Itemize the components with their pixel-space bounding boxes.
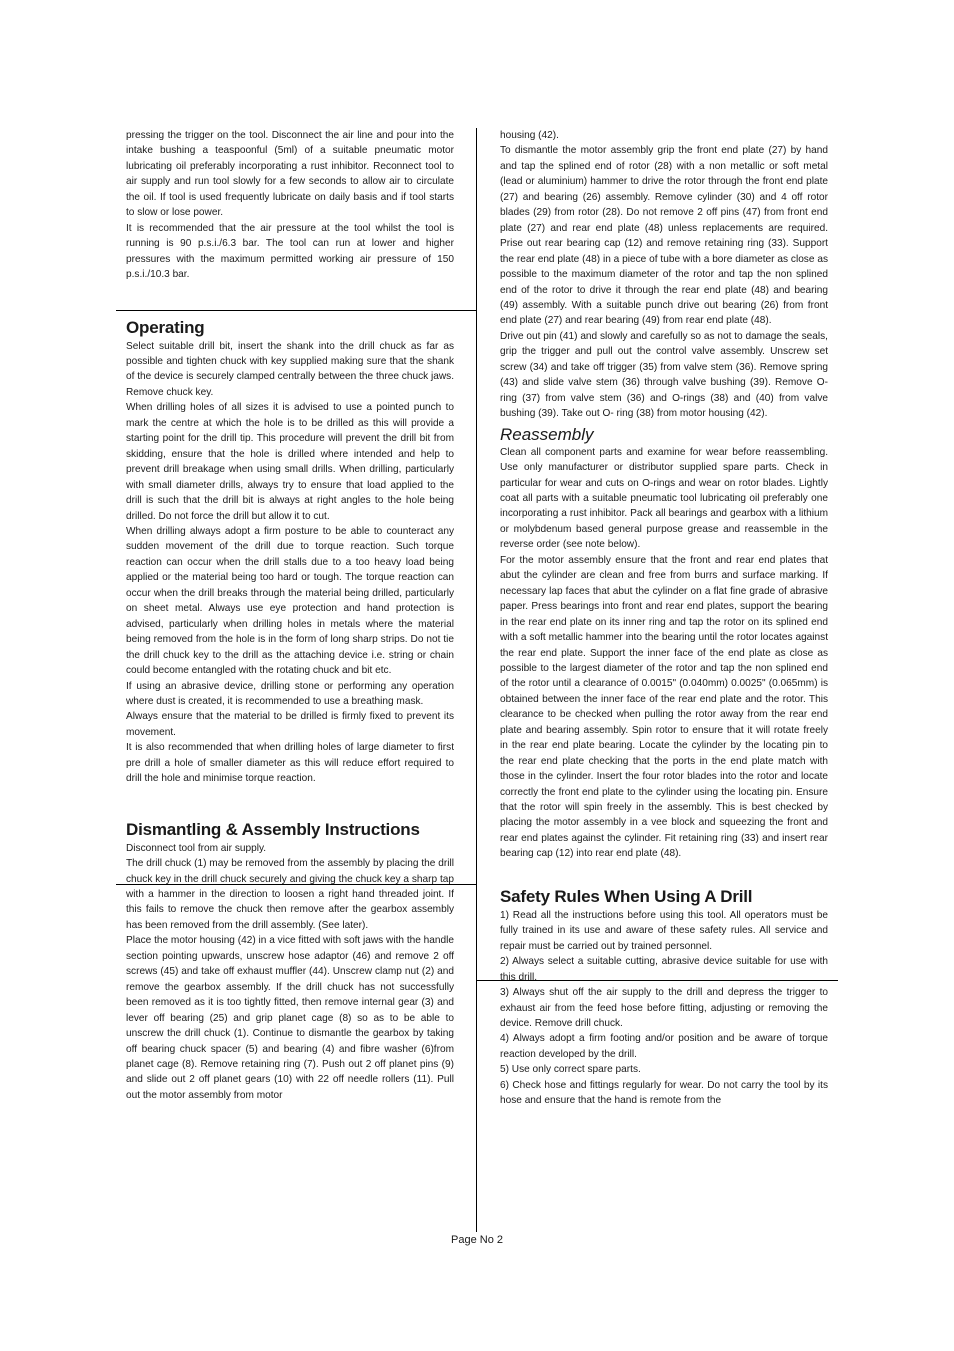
dismantling-paragraph: Disconnect tool from air supply. <box>126 842 267 854</box>
reassembly-paragraph: Clean all component parts and examine for wear before reassembling. Use only manufacturer or distributor supplied spare parts. Check in particular for wear and cuts on O-rings and wear on rotor blades. Lightly coat all parts with a suitable pneumatic tool lubricating oil preferably one incorporating a rust inhibitor. Pack all bearings and gearbox with a lithium or molybdenum based general purpose grease and reassemble in the reverse order (see note below). <box>500 446 828 551</box>
safety-heading: Safety Rules When Using A Drill <box>500 886 753 906</box>
dismantling-paragraph: The drill chuck (1) may be removed from the assembly by placing the drill chuck key in the drill chuck securely and giving the chuck key a sharp tap with a hammer in the direction to loosen a right hand threaded joint. If this fails to remove the chuck then remove after the gearbox assembly has been removed from the drill assembly. (See later). <box>126 858 454 931</box>
safety-rule: 6) Check hose and fittings regularly for wear. Do not carry the tool by its hose and ensure that the hand is remote from the <box>500 1079 828 1107</box>
dismantling-paragraph: Drive out pin (41) and slowly and carefully so as not to damage the seals, grip the trigger and pull out the control valve assembly. Unscrew set screw (34) and take off trigger (35) from valve stem (36). Remove spring (43) and slide valve stem (36) through valve bushing (39). Remove O-ring (37) from valve stem (36) and O-rings (38) and (40) from valve bushing (39). Take out O- ring (38) from motor housing (42). <box>500 330 828 420</box>
operating-section <box>126 317 454 787</box>
dismantling-paragraph: To dismantle the motor assembly grip the front end plate (27) by hand and tap the splined end of rotor (28) with a non metallic or soft metal (lead or aluminium) hammer to drive the rotor through the front end plate (27) and bearing (26) assembly. Remove cylinder (30) and 4 off rotor blades (29) from rotor (28). Do not remove 2 off pins (47) from front end plate (27) and rear end plate (48) unless replacements are required. Prise out rear bearing cap (12) and remove retaining ring (33). Support the rear end plate (48) in a piece of tube with a bore diameter as close as possible to the maximum diameter of the rotor and tap the non splined end of the rotor to drive it through the rear end plate (48) and bearing (49) assembly. With a suitable punch drive out bearing (26) from front end plate (27) and rear bearing (49) from rear end plate (48). <box>500 145 828 327</box>
operating-paragraph: When drilling always adopt a firm posture to be able to counteract any sudden movement of the drill due to torque reaction. Such torque reaction can occur when the drill stalls due to a too heavy load being applied or the material being too hard or tough. The torque reaction can occur when the drill breaks through the material being drilled, particularly on sheet metal. Always use eye protection and hand protection is advised, particularly when drilling holes in metals where the material being removed from the hole is in the form of long sharp strips. Do not tie the drill chuck key to the drill as the attaching device i.e. string or chain could become entangled with the rotating chuck and bit etc. <box>126 525 454 677</box>
dismantling-paragraph: housing (42). <box>500 130 559 141</box>
operating-paragraph: It is also recommended that when drilling holes of large diameter to first pre drill a hole of smaller diameter as this will reduce effort required to drill the hole and minimise torque reaction. <box>126 742 454 785</box>
safety-rule: 1) Read all the instructions before using this tool. All operators must be fully trained in its use and aware of these safety rules. All service and repair must be carried out by trained personnel. <box>500 909 828 952</box>
safety-section <box>500 886 828 1109</box>
section-divider-operating <box>116 310 476 311</box>
reassembly-paragraph: For the motor assembly ensure that the front and rear end plates that abut the cylinder are clean and free from burrs and surface marking. If necessary lap faces that abut the cylinder on a flat fine grade of abrasive paper. Press bearings into front and rear end plates, support the bearing in the rear end plate on its inner ring and tap the rotor on its splined end with a soft metallic hammer into the bearing until the rotor locates against the rear end plate. Support the inner face of the end plate as close as possible to the largest diameter of the rotor and tap the non splined end of the rotor until a clearance of 0.0015" (0.040mm) 0.0025" (0.065mm) is obtained between the inner face of the rear end plate and the rotor. This clearance to be checked when pulling the rotor away from the rear end plate and bearing assembly. Spin rotor to ensure that it will rotate freely in the rear end plate bearing. Locate the cylinder by the locating pin to the rear end plate checking that the ports in the end plate match with those in the cylinder. Insert the four rotor blades into the rotor and locate correctly the front end plate to the cylinder using the locating pin. Ensure that the rotor will spin freely in the assembly. This is best checked by placing the motor assembly in a vee block and squeezing the front and rear end plates against the cylinder. Fit retaining ring (33) and insert rear bearing cap (12) into rear end plate (48). <box>500 554 828 860</box>
dismantling-continued <box>500 128 828 422</box>
operating-paragraph: Select suitable drill bit, insert the shank into the drill chuck as far as possible and tighten chuck with key supplied making sure that the shank of the device is securely clamped centrally between the three chuck jaws. Remove chuck key. <box>126 340 454 398</box>
section-divider-safety <box>477 980 838 981</box>
reassembly-heading: Reassembly <box>500 424 594 444</box>
safety-rule: 3) Always shut off the air supply to the drill and depress the trigger to exhaust air from the feed hose before fitting, adjusting or removing the device. Remove drill chuck. <box>500 987 828 1030</box>
safety-rule: 5) Use only correct spare parts. <box>500 1064 641 1076</box>
dismantling-heading: Dismantling & Assembly Instructions <box>126 819 420 839</box>
safety-rule: 2) Always select a suitable cutting, abrasive device suitable for use with this drill. <box>500 956 828 983</box>
dismantling-paragraph: Place the motor housing (42) in a vice fitted with soft jaws with the handle section pointing upwards, unscrew hose adaptor (46) and remove 2 off screws (45) and take off exhaust muffler (44). Unscrew clamp nut (2) and remove the gearbox assembly. If the drill chuck has not successfully been removed as it is too tightly fitted, then remove internal gear (3) and lever off bearing (25) and grip planet cage (8) so as to be able to unscrew the drill chuck (1). Continue to dismantle the gearbox by taking off bearing chuck spacer (5) and bearing (4) and fibre washer (6)from planet cage (8). Remove retaining ring (7). Push out 2 off planet pins (9) and slide out 2 off planet gears (10) with 22 off needle rollers (11). Pull out the motor assembly from motor <box>126 935 454 1101</box>
dismantling-section <box>126 819 454 1104</box>
operating-paragraph: If using an abrasive device, drilling stone or performing any operation where dust is created, it is recommended to use a breathing mask. <box>126 680 454 707</box>
left-column <box>126 128 454 1103</box>
safety-rule: 4) Always adopt a firm footing and/or position and be aware of torque reaction developed by the drill. <box>500 1033 828 1060</box>
operating-heading: Operating <box>126 317 205 337</box>
intro-paragraph: pressing the trigger on the tool. Disconnect the air line and pour into the intake bushing a teaspoonful (5ml) of a suitable pneumatic motor lubricating oil preferably incorporating a rust inhibitor. Reconnect tool to air supply and run tool slowly for a few seconds to allow air to circulate the oil. If tool is used frequently lubricate on daily basis and if tool starts to slow or lose power. <box>126 130 454 219</box>
operating-paragraph: When drilling holes of all sizes it is advised to use a pointed punch to mark the centre at which the hole is to be drilled as this will provide a starting point for the drill tip. This procedure will prevent the drill bit from skidding, ensure that the hole is drilled where intended and help to prevent drill breakage when using small drills. When drilling, particularly with small diameter drills, always try to ensure that load applied to the drill is such that the drill bit is always at right angles to the hole being drilled. Do not force the drill but allow it to cut. <box>126 402 454 522</box>
reassembly-section <box>500 424 828 862</box>
right-column <box>500 128 828 1109</box>
column-divider <box>476 128 477 1232</box>
page-number: Page No 2 <box>451 1234 503 1246</box>
section-divider-dismantling <box>116 884 476 885</box>
operating-paragraph: Always ensure that the material to be drilled is firmly fixed to prevent its movement. <box>126 711 454 738</box>
intro-paragraph: It is recommended that the air pressure at the tool whilst the tool is running is 90 p.s.i./6.3 bar. The tool can run at lower and higher pressures with the maximum permitted working air pressure of 150 p.s.i./10.3 bar. <box>126 222 454 281</box>
intro-section <box>126 128 454 283</box>
